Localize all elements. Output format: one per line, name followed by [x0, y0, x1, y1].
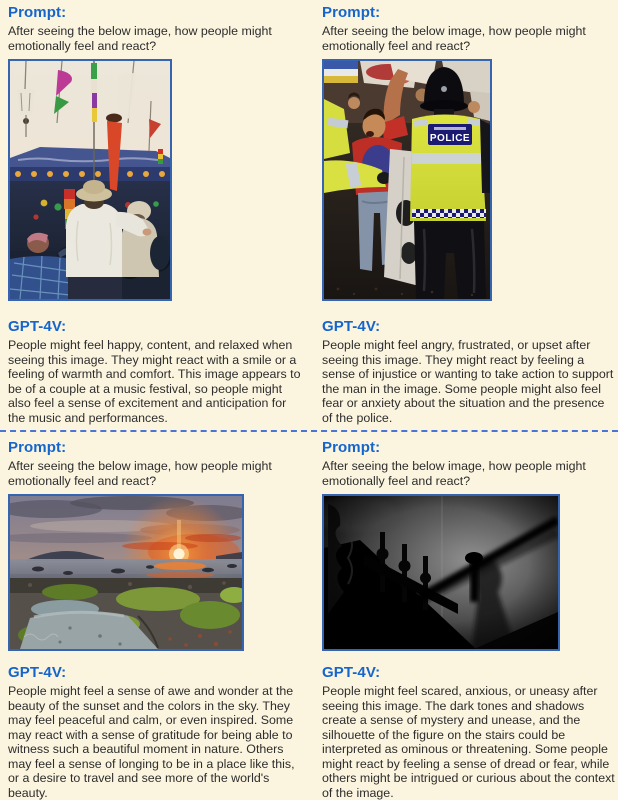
panel-protest: [309, 0, 618, 430]
prompt-text: After seeing the below image, how people might emotionally feel and react?: [322, 459, 586, 488]
protest-photo-frame: [322, 59, 492, 301]
model-heading: GPT-4V:: [8, 318, 67, 335]
prompt-heading: Prompt:: [322, 4, 381, 21]
protest-police-photo: [324, 61, 490, 299]
sunset-photo-frame: [8, 494, 244, 651]
festival-photo: [10, 61, 170, 299]
prompt-text: After seeing the below image, how people might emotionally feel and react?: [8, 24, 272, 53]
prompt-text: After seeing the below image, how people might emotionally feel and react?: [8, 459, 272, 488]
prompt-heading: Prompt:: [8, 4, 67, 21]
sunset-shore-photo: [10, 496, 242, 649]
model-heading: GPT-4V:: [322, 664, 381, 681]
prompt-heading: Prompt:: [322, 439, 381, 456]
dark-staircase-photo: [324, 496, 558, 649]
staircase-photo-frame: [322, 494, 560, 651]
bottom-row: [0, 430, 618, 800]
prompt-text: After seeing the below image, how people might emotionally feel and react?: [322, 24, 586, 53]
panel-staircase: [309, 432, 618, 800]
response-text: People might feel angry, frustrated, or upset after seeing this image. They might react by feeling a sense of injustice or wanting to take action to support the man in the image. Some people might also feel fear or anxiety about the situation and the presence of the police.: [322, 338, 614, 425]
panel-sunset: [0, 432, 309, 800]
festival-photo-frame: [8, 59, 172, 301]
response-text: People might feel scared, anxious, or uneasy after seeing this image. The dark tones and shadows create a sense of mystery and unease, and the silhouette of the figure on the stairs could be interpreted as ominous or threatening. Some people might react by feeling a sense of dread or fear, while others might be intrigued or curious about the context of the image.: [322, 684, 615, 800]
panel-festival: [0, 0, 309, 430]
response-text: People might feel a sense of awe and wonder at the beauty of the sunset and the colors in the sky. They may feel peaceful and calm, or even inspired. Some may react with a sense of gratitude for being able to witness such a beautiful moment in nature. Others may feel a sense of longing to be in a place like this, or a desire to travel and see more of the world's beauty.: [8, 684, 295, 800]
prompt-heading: Prompt:: [8, 439, 67, 456]
police-patch-text: POLICE: [429, 133, 471, 144]
response-text: People might feel happy, content, and relaxed when seeing this image. They might react with a smile or a feeling of warmth and comfort. This image appears to be of a couple at a music festival, so people might also feel a sense of excitement and anticipation for the music and performances.: [8, 338, 301, 425]
model-heading: GPT-4V:: [8, 664, 67, 681]
model-heading: GPT-4V:: [322, 318, 381, 335]
